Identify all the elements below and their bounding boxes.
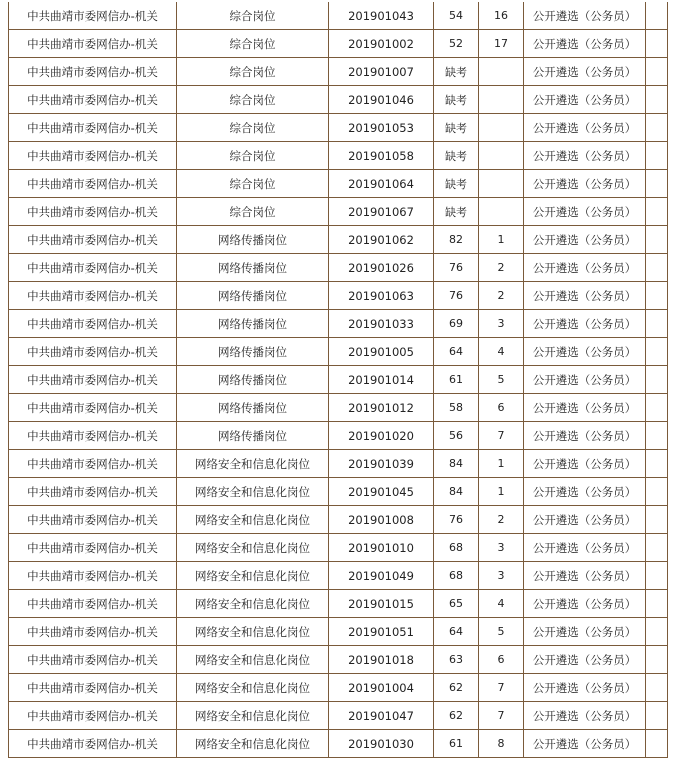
cell-exam-id: 201901045 <box>329 478 434 506</box>
cell-method: 公开遴选（公务员） <box>524 226 646 254</box>
cell-method: 公开遴选（公务员） <box>524 534 646 562</box>
cell-rank: 7 <box>479 674 524 702</box>
cell-score: 68 <box>434 534 479 562</box>
table-row <box>9 590 668 618</box>
cell-rank <box>479 142 524 170</box>
cell-exam-id: 201901049 <box>329 562 434 590</box>
cell-method: 公开遴选（公务员） <box>524 254 646 282</box>
cell-exam-id: 201901030 <box>329 730 434 758</box>
cell-rank <box>479 198 524 226</box>
cell-method: 公开遴选（公务员） <box>524 562 646 590</box>
cell-method: 公开遴选（公务员） <box>524 86 646 114</box>
table-row <box>9 646 668 674</box>
cell-score: 61 <box>434 730 479 758</box>
cell-score: 缺考 <box>434 114 479 142</box>
cell-method: 公开遴选（公务员） <box>524 58 646 86</box>
cell-position: 综合岗位 <box>177 2 329 30</box>
cell-exam-id: 201901015 <box>329 590 434 618</box>
cell-position: 网络传播岗位 <box>177 226 329 254</box>
cell-position: 综合岗位 <box>177 114 329 142</box>
cell-exam-id: 201901051 <box>329 618 434 646</box>
cell-position: 网络安全和信息化岗位 <box>177 450 329 478</box>
cell-note <box>646 170 668 198</box>
cell-position: 网络安全和信息化岗位 <box>177 618 329 646</box>
cell-unit: 中共曲靖市委网信办-机关 <box>9 2 177 30</box>
cell-rank <box>479 114 524 142</box>
cell-position: 网络传播岗位 <box>177 394 329 422</box>
table-row <box>9 702 668 730</box>
cell-position: 网络安全和信息化岗位 <box>177 506 329 534</box>
cell-exam-id: 201901005 <box>329 338 434 366</box>
cell-exam-id: 201901062 <box>329 226 434 254</box>
cell-score: 69 <box>434 310 479 338</box>
cell-score: 63 <box>434 646 479 674</box>
cell-note <box>646 58 668 86</box>
cell-position: 网络安全和信息化岗位 <box>177 674 329 702</box>
cell-unit: 中共曲靖市委网信办-机关 <box>9 86 177 114</box>
cell-method: 公开遴选（公务员） <box>524 450 646 478</box>
table-row <box>9 506 668 534</box>
cell-note <box>646 226 668 254</box>
cell-method: 公开遴选（公务员） <box>524 394 646 422</box>
cell-unit: 中共曲靖市委网信办-机关 <box>9 142 177 170</box>
cell-method: 公开遴选（公务员） <box>524 730 646 758</box>
cell-unit: 中共曲靖市委网信办-机关 <box>9 254 177 282</box>
cell-unit: 中共曲靖市委网信办-机关 <box>9 394 177 422</box>
cell-exam-id: 201901063 <box>329 282 434 310</box>
table-row <box>9 394 668 422</box>
results-table <box>8 2 668 758</box>
cell-score: 58 <box>434 394 479 422</box>
table-row <box>9 674 668 702</box>
cell-rank: 16 <box>479 2 524 30</box>
cell-note <box>646 478 668 506</box>
cell-method: 公开遴选（公务员） <box>524 30 646 58</box>
cell-note <box>646 534 668 562</box>
cell-score: 61 <box>434 366 479 394</box>
cell-rank <box>479 86 524 114</box>
cell-rank: 1 <box>479 450 524 478</box>
cell-rank: 5 <box>479 618 524 646</box>
cell-rank: 4 <box>479 338 524 366</box>
cell-unit: 中共曲靖市委网信办-机关 <box>9 114 177 142</box>
cell-score: 65 <box>434 590 479 618</box>
cell-exam-id: 201901043 <box>329 2 434 30</box>
table-row <box>9 30 668 58</box>
cell-unit: 中共曲靖市委网信办-机关 <box>9 226 177 254</box>
table-row <box>9 730 668 758</box>
cell-rank: 2 <box>479 506 524 534</box>
cell-unit: 中共曲靖市委网信办-机关 <box>9 506 177 534</box>
cell-method: 公开遴选（公务员） <box>524 198 646 226</box>
cell-unit: 中共曲靖市委网信办-机关 <box>9 450 177 478</box>
cell-position: 综合岗位 <box>177 58 329 86</box>
cell-exam-id: 201901004 <box>329 674 434 702</box>
cell-note <box>646 86 668 114</box>
cell-unit: 中共曲靖市委网信办-机关 <box>9 422 177 450</box>
cell-rank: 2 <box>479 254 524 282</box>
cell-position: 网络安全和信息化岗位 <box>177 590 329 618</box>
cell-method: 公开遴选（公务员） <box>524 282 646 310</box>
cell-rank: 6 <box>479 394 524 422</box>
cell-score: 84 <box>434 450 479 478</box>
cell-exam-id: 201901026 <box>329 254 434 282</box>
cell-note <box>646 394 668 422</box>
cell-unit: 中共曲靖市委网信办-机关 <box>9 170 177 198</box>
cell-note <box>646 506 668 534</box>
table-row <box>9 338 668 366</box>
cell-exam-id: 201901020 <box>329 422 434 450</box>
table-row <box>9 170 668 198</box>
cell-position: 网络安全和信息化岗位 <box>177 646 329 674</box>
cell-note <box>646 450 668 478</box>
cell-position: 网络传播岗位 <box>177 282 329 310</box>
cell-note <box>646 646 668 674</box>
cell-score: 82 <box>434 226 479 254</box>
cell-note <box>646 422 668 450</box>
cell-position: 网络传播岗位 <box>177 422 329 450</box>
cell-unit: 中共曲靖市委网信办-机关 <box>9 30 177 58</box>
cell-score: 76 <box>434 254 479 282</box>
cell-exam-id: 201901046 <box>329 86 434 114</box>
cell-note <box>646 2 668 30</box>
cell-method: 公开遴选（公务员） <box>524 114 646 142</box>
cell-exam-id: 201901058 <box>329 142 434 170</box>
cell-note <box>646 366 668 394</box>
cell-method: 公开遴选（公务员） <box>524 338 646 366</box>
cell-score: 56 <box>434 422 479 450</box>
cell-note <box>646 254 668 282</box>
table-row <box>9 562 668 590</box>
cell-method: 公开遴选（公务员） <box>524 646 646 674</box>
cell-method: 公开遴选（公务员） <box>524 170 646 198</box>
table-row <box>9 142 668 170</box>
cell-score: 54 <box>434 2 479 30</box>
table-row <box>9 58 668 86</box>
cell-rank: 3 <box>479 310 524 338</box>
cell-exam-id: 201901018 <box>329 646 434 674</box>
table-row <box>9 198 668 226</box>
cell-exam-id: 201901010 <box>329 534 434 562</box>
cell-rank: 7 <box>479 702 524 730</box>
cell-position: 网络安全和信息化岗位 <box>177 730 329 758</box>
cell-rank: 1 <box>479 478 524 506</box>
table-row <box>9 114 668 142</box>
cell-unit: 中共曲靖市委网信办-机关 <box>9 478 177 506</box>
cell-exam-id: 201901033 <box>329 310 434 338</box>
cell-exam-id: 201901007 <box>329 58 434 86</box>
cell-position: 网络传播岗位 <box>177 338 329 366</box>
cell-rank: 7 <box>479 422 524 450</box>
cell-method: 公开遴选（公务员） <box>524 590 646 618</box>
cell-unit: 中共曲靖市委网信办-机关 <box>9 562 177 590</box>
cell-note <box>646 198 668 226</box>
cell-score: 76 <box>434 282 479 310</box>
cell-unit: 中共曲靖市委网信办-机关 <box>9 702 177 730</box>
cell-method: 公开遴选（公务员） <box>524 142 646 170</box>
cell-position: 网络传播岗位 <box>177 310 329 338</box>
cell-rank: 2 <box>479 282 524 310</box>
cell-method: 公开遴选（公务员） <box>524 422 646 450</box>
cell-exam-id: 201901002 <box>329 30 434 58</box>
cell-position: 网络安全和信息化岗位 <box>177 478 329 506</box>
cell-score: 缺考 <box>434 170 479 198</box>
cell-score: 缺考 <box>434 86 479 114</box>
table-row <box>9 226 668 254</box>
cell-note <box>646 562 668 590</box>
cell-score: 62 <box>434 674 479 702</box>
table-row <box>9 2 668 30</box>
cell-method: 公开遴选（公务员） <box>524 674 646 702</box>
cell-unit: 中共曲靖市委网信办-机关 <box>9 366 177 394</box>
table-row <box>9 310 668 338</box>
cell-note <box>646 282 668 310</box>
table-row <box>9 478 668 506</box>
table-row <box>9 254 668 282</box>
cell-rank: 5 <box>479 366 524 394</box>
cell-position: 综合岗位 <box>177 170 329 198</box>
cell-score: 缺考 <box>434 142 479 170</box>
cell-position: 网络安全和信息化岗位 <box>177 562 329 590</box>
cell-method: 公开遴选（公务员） <box>524 478 646 506</box>
cell-method: 公开遴选（公务员） <box>524 506 646 534</box>
cell-score: 64 <box>434 338 479 366</box>
cell-score: 62 <box>434 702 479 730</box>
cell-note <box>646 674 668 702</box>
table-row <box>9 282 668 310</box>
cell-unit: 中共曲靖市委网信办-机关 <box>9 618 177 646</box>
cell-rank: 3 <box>479 562 524 590</box>
cell-rank: 17 <box>479 30 524 58</box>
cell-method: 公开遴选（公务员） <box>524 366 646 394</box>
cell-exam-id: 201901008 <box>329 506 434 534</box>
cell-unit: 中共曲靖市委网信办-机关 <box>9 310 177 338</box>
cell-unit: 中共曲靖市委网信办-机关 <box>9 590 177 618</box>
cell-note <box>646 730 668 758</box>
cell-unit: 中共曲靖市委网信办-机关 <box>9 282 177 310</box>
cell-unit: 中共曲靖市委网信办-机关 <box>9 674 177 702</box>
cell-rank: 1 <box>479 226 524 254</box>
table-row <box>9 366 668 394</box>
cell-score: 76 <box>434 506 479 534</box>
cell-rank: 3 <box>479 534 524 562</box>
cell-score: 64 <box>434 618 479 646</box>
cell-rank: 6 <box>479 646 524 674</box>
cell-method: 公开遴选（公务员） <box>524 702 646 730</box>
table-row <box>9 422 668 450</box>
cell-exam-id: 201901014 <box>329 366 434 394</box>
cell-unit: 中共曲靖市委网信办-机关 <box>9 534 177 562</box>
cell-position: 网络安全和信息化岗位 <box>177 702 329 730</box>
cell-exam-id: 201901064 <box>329 170 434 198</box>
cell-rank: 8 <box>479 730 524 758</box>
cell-note <box>646 702 668 730</box>
cell-note <box>646 590 668 618</box>
cell-note <box>646 30 668 58</box>
cell-score: 84 <box>434 478 479 506</box>
cell-unit: 中共曲靖市委网信办-机关 <box>9 646 177 674</box>
cell-note <box>646 142 668 170</box>
table-row <box>9 618 668 646</box>
cell-position: 网络传播岗位 <box>177 366 329 394</box>
table-row <box>9 534 668 562</box>
cell-rank: 4 <box>479 590 524 618</box>
cell-position: 综合岗位 <box>177 142 329 170</box>
cell-method: 公开遴选（公务员） <box>524 310 646 338</box>
results-table-body <box>9 2 668 758</box>
table-row <box>9 86 668 114</box>
cell-position: 综合岗位 <box>177 86 329 114</box>
cell-rank <box>479 58 524 86</box>
cell-score: 缺考 <box>434 58 479 86</box>
cell-exam-id: 201901047 <box>329 702 434 730</box>
cell-position: 综合岗位 <box>177 198 329 226</box>
cell-note <box>646 114 668 142</box>
cell-position: 综合岗位 <box>177 30 329 58</box>
cell-note <box>646 618 668 646</box>
cell-unit: 中共曲靖市委网信办-机关 <box>9 198 177 226</box>
table-row <box>9 450 668 478</box>
cell-unit: 中共曲靖市委网信办-机关 <box>9 58 177 86</box>
cell-rank <box>479 170 524 198</box>
cell-note <box>646 338 668 366</box>
cell-note <box>646 310 668 338</box>
cell-exam-id: 201901067 <box>329 198 434 226</box>
cell-score: 68 <box>434 562 479 590</box>
cell-method: 公开遴选（公务员） <box>524 618 646 646</box>
cell-score: 缺考 <box>434 198 479 226</box>
cell-exam-id: 201901012 <box>329 394 434 422</box>
cell-method: 公开遴选（公务员） <box>524 2 646 30</box>
cell-unit: 中共曲靖市委网信办-机关 <box>9 338 177 366</box>
cell-position: 网络安全和信息化岗位 <box>177 534 329 562</box>
cell-score: 52 <box>434 30 479 58</box>
cell-position: 网络传播岗位 <box>177 254 329 282</box>
cell-unit: 中共曲靖市委网信办-机关 <box>9 730 177 758</box>
cell-exam-id: 201901053 <box>329 114 434 142</box>
cell-exam-id: 201901039 <box>329 450 434 478</box>
